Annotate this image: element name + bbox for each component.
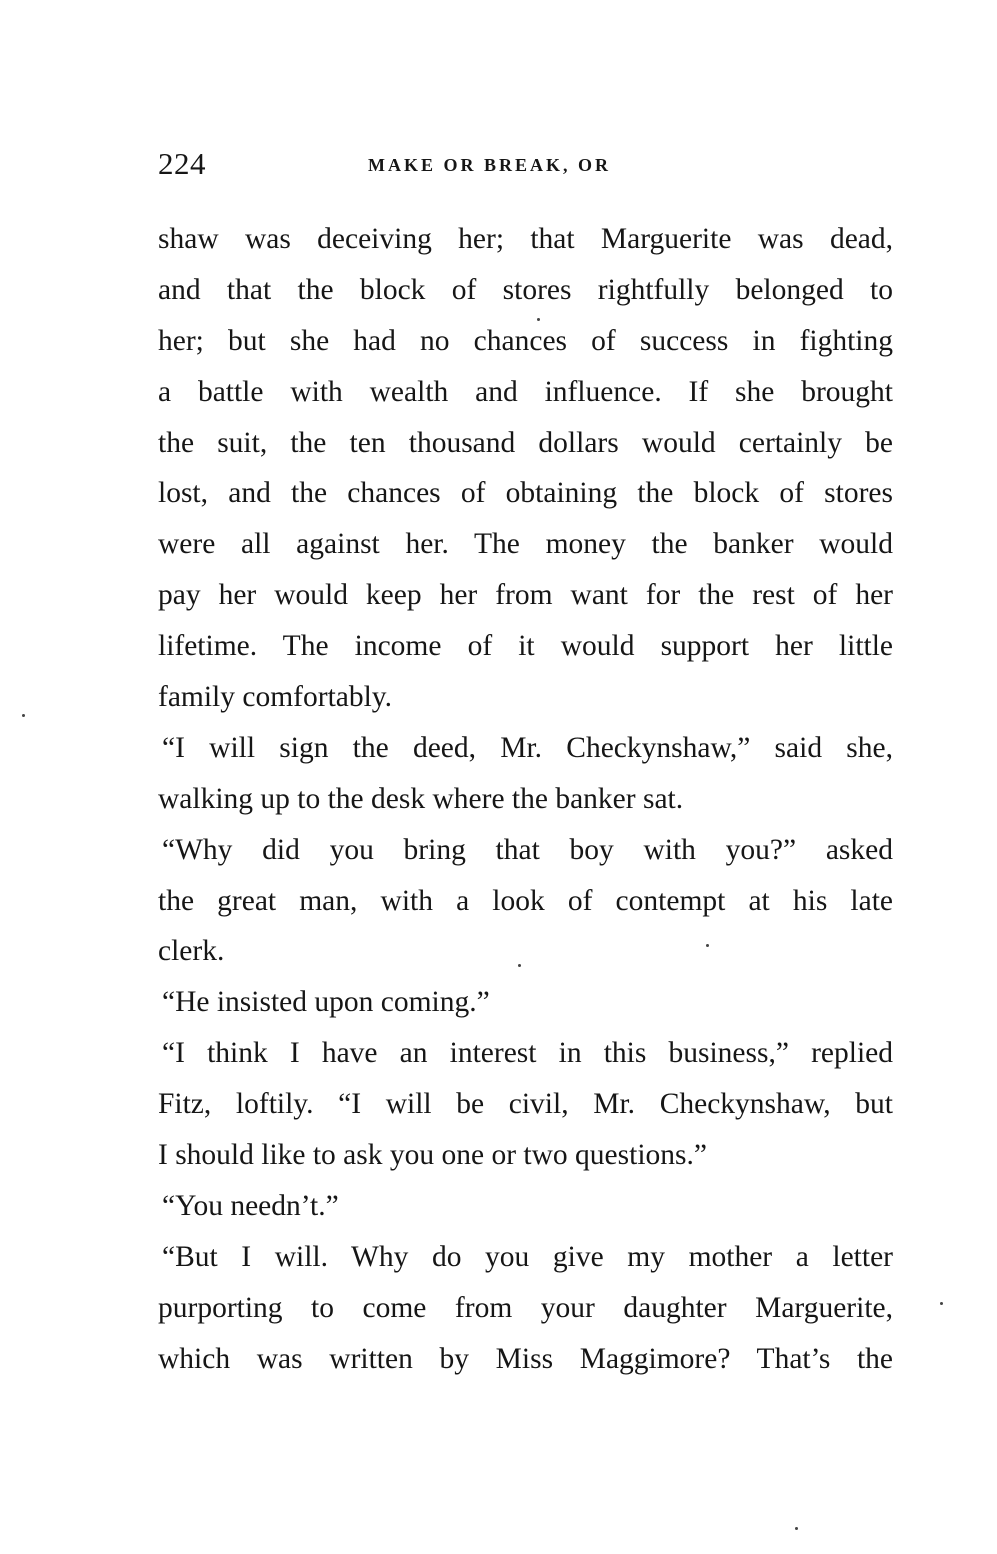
text-line: “You needn’t.” — [162, 1189, 339, 1222]
running-title: MAKE OR BREAK, OR — [368, 155, 612, 175]
text-line: the great man, with a look of contempt at his late — [158, 884, 893, 917]
text-line: the suit, the ten thousand dollars would certainly be — [158, 426, 893, 459]
text-line: and that the block of stores rightfully belonged to — [158, 273, 893, 306]
page-number: 224 — [158, 146, 206, 181]
text-line: I should like to ask you one or two questions.” — [158, 1139, 707, 1172]
running-head — [158, 146, 893, 182]
text-line: which was written by Miss Maggimore? That’s the — [158, 1342, 893, 1375]
print-speck — [706, 944, 709, 947]
text-line: were all against her. The money the banker would — [158, 528, 893, 561]
text-line: “I think I have an interest in this business,” replied — [162, 1037, 893, 1070]
text-line: shaw was deceiving her; that Marguerite was dead, — [158, 223, 893, 255]
text-line: pay her would keep her from want for the rest of her — [158, 579, 893, 612]
text-line: “I will sign the deed, Mr. Checkynshaw,” said she, — [162, 731, 893, 764]
print-speck — [940, 1302, 943, 1305]
text-line: walking up to the desk where the banker sat. — [158, 782, 684, 815]
print-speck — [22, 714, 25, 717]
body-text — [158, 214, 893, 1384]
text-line: purporting to come from your daughter Marguerite, — [158, 1291, 893, 1324]
print-speck — [537, 318, 540, 321]
text-line: lost, and the chances of obtaining the block of stores — [158, 477, 893, 510]
print-speck — [518, 964, 521, 967]
text-line: a battle with wealth and influence. If she brought — [158, 375, 893, 408]
text-line: clerk. — [158, 935, 225, 968]
text-line: family comfortably. — [158, 681, 393, 714]
print-speck — [795, 1527, 798, 1530]
text-line: “But I will. Why do you give my mother a letter — [162, 1240, 893, 1273]
text-line: Fitz, loftily. “I will be civil, Mr. Checkynshaw, but — [158, 1088, 893, 1121]
text-line: her; but she had no chances of success in fighting — [158, 324, 893, 357]
text-line: “He insisted upon coming.” — [162, 986, 490, 1019]
text-line: lifetime. The income of it would support her little — [158, 630, 893, 663]
text-line: “Why did you bring that boy with you?” asked — [162, 833, 893, 866]
